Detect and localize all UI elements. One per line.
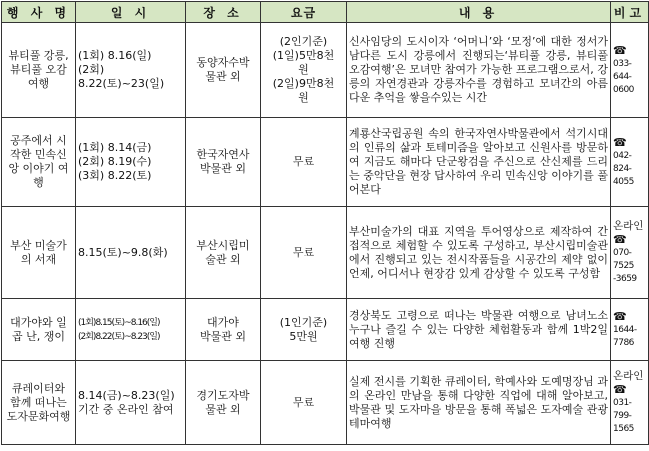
content-cell: 신사임당의 도시이자 ‘어머니’와 ‘모정’에 대한 정서가 남다른 도시 강릉에서 진행되는‘뷰티풀 강릉, 뷰티풀 오감여행’은 모녀만 참여가 가능한 프로그램으로서, 강릉의 자연경관과 강릉자수를 경험하고 모녀간의 아름다운 추억을 쌓을수있는 시간 bbox=[347, 23, 611, 118]
place-cell bbox=[186, 361, 261, 445]
event-name-cell bbox=[2, 207, 76, 299]
phone-line: 7525 bbox=[613, 261, 634, 271]
event-name-line: 의 서재 bbox=[20, 252, 57, 266]
content-cell: 경상북도 고령으로 떠나는 박물관 여행으로 남녀노소 누구나 즐길 수 있는 다양한 체험활동과 함께 1박2일 여행 진행 bbox=[347, 299, 611, 361]
event-name-line: 앙 이야기 여 bbox=[8, 162, 69, 175]
fee-line: 원 bbox=[298, 63, 309, 76]
event-name-line: 공주에서 시 bbox=[10, 134, 67, 147]
event-name-cell bbox=[2, 23, 76, 118]
date-line: (2회) bbox=[78, 63, 105, 76]
date-line: (1회) 8.16(일) bbox=[78, 49, 152, 62]
content-cell: 계룡산국립공원 속의 한국자연사박물관에서 석기시대의 인류의 삶과 토테미즘을 알아보고 신원사를 방문하여 지금도 해마다 단군왕검을 주신으로 산신제를 드리는 중악단을 현장 답사하여 우리 민속신앙 이야기를 풀어본다 bbox=[347, 118, 611, 207]
place-cell bbox=[186, 23, 261, 118]
content-cell: 실제 전시를 기획한 큐레이터, 학예사와 도예명장님 과의 온라인 만남을 통해 다양한 직업에 대해 알아보고, 박물관 및 도자마을 방문을 통해 폭넓은 도자예술 관광 테마여행 bbox=[347, 361, 611, 445]
note-cell bbox=[611, 23, 649, 118]
note-cell bbox=[611, 118, 649, 207]
phone-line: 031- bbox=[613, 398, 632, 408]
event-name-cell bbox=[2, 299, 76, 361]
phone-line: -3659 bbox=[613, 274, 637, 284]
table-row bbox=[2, 118, 649, 207]
fee-line: (1일)5만8천 bbox=[272, 49, 335, 62]
phone-line: 7786 bbox=[613, 337, 634, 348]
fee-cell bbox=[261, 118, 347, 207]
date-line: (3회) 8.22(토) bbox=[78, 169, 152, 182]
fee-cell bbox=[261, 299, 347, 361]
place-line: 경기도자박 bbox=[196, 388, 250, 402]
phone-line: 042- bbox=[613, 150, 632, 161]
note-cell bbox=[611, 361, 649, 445]
phone-line: 4055 bbox=[613, 176, 634, 187]
place-line: 박물관 외 bbox=[199, 162, 246, 175]
telephone-icon: ☎ bbox=[613, 383, 627, 396]
phone-line: 070- bbox=[613, 248, 632, 258]
place-line: 박물관 외 bbox=[199, 329, 246, 343]
online-label: 온라인 bbox=[613, 370, 644, 382]
online-label: 온라인 bbox=[613, 220, 644, 232]
place-cell bbox=[186, 299, 261, 361]
table-row bbox=[2, 299, 649, 361]
fee-cell bbox=[261, 23, 347, 118]
event-name-line: 뷰티풀 오감 bbox=[10, 63, 67, 76]
table-row bbox=[2, 207, 649, 299]
date-line: (1회)8.15(토)~8.16(일) bbox=[78, 317, 160, 328]
fee-line: (2일)9만8천 bbox=[272, 77, 335, 90]
note-cell bbox=[611, 299, 649, 361]
date-cell bbox=[76, 361, 186, 445]
telephone-icon: ☎ bbox=[613, 233, 627, 246]
place-line: 대가야 bbox=[207, 315, 239, 329]
place-line: 물관 외 bbox=[205, 70, 241, 83]
event-name-line: 행 bbox=[33, 176, 44, 189]
event-name-line: 뷰티풀 강릉, bbox=[8, 49, 69, 62]
event-name-cell bbox=[2, 118, 76, 207]
fee-cell bbox=[261, 207, 347, 299]
place-line: 술관 외 bbox=[205, 252, 241, 266]
phone-line: 644- bbox=[613, 71, 632, 82]
date-line: (1회) 8.14(금) bbox=[78, 141, 152, 154]
place-cell bbox=[186, 207, 261, 299]
date-line: 8.14(금)~8.23(일) bbox=[78, 388, 175, 402]
place-line: 동양자수박 bbox=[196, 56, 250, 69]
header-date: 일 시 bbox=[76, 2, 186, 23]
place-cell bbox=[186, 118, 261, 207]
header-content: 내 용 bbox=[347, 2, 611, 23]
telephone-icon: ☎ bbox=[613, 135, 627, 149]
phone-line: 799- bbox=[613, 411, 632, 421]
header-place: 장 소 bbox=[186, 2, 261, 23]
event-name-line: 곱 난, 쟁이 bbox=[12, 329, 65, 343]
phone-line: 824- bbox=[613, 163, 632, 174]
date-cell bbox=[76, 23, 186, 118]
date-line: 8.22(토)~23(일) bbox=[78, 77, 165, 90]
telephone-icon: ☎ bbox=[613, 43, 627, 57]
phone-line: 033- bbox=[613, 58, 632, 69]
event-name-line: 작한 민속신 bbox=[10, 148, 67, 161]
event-name-line: 함께 떠나는 bbox=[10, 395, 67, 409]
table-row bbox=[2, 361, 649, 445]
header-fee: 요금 bbox=[261, 2, 347, 23]
date-cell bbox=[76, 118, 186, 207]
fee-line: 5만원 bbox=[289, 329, 318, 343]
fee-line: (2인기준) bbox=[279, 35, 328, 48]
date-line: (2회)8.22(토)~8.23(일) bbox=[78, 331, 160, 342]
event-name-line: 부산 미술가 bbox=[10, 238, 67, 252]
phone-line: 1565 bbox=[613, 424, 634, 434]
event-name-line: 여행 bbox=[27, 77, 50, 90]
fee-line: 무료 bbox=[292, 395, 315, 409]
telephone-icon: ☎ bbox=[613, 309, 627, 323]
place-line: 부산시립미 bbox=[196, 238, 250, 252]
event-table bbox=[1, 1, 649, 445]
event-name-line: 큐레이터와 bbox=[11, 381, 66, 395]
table-row bbox=[2, 23, 649, 118]
place-line: 한국자연사 bbox=[196, 148, 250, 161]
fee-line: 무료 bbox=[292, 155, 315, 168]
date-cell bbox=[76, 299, 186, 361]
header-row bbox=[2, 2, 649, 23]
header-event-name: 행 사 명 bbox=[2, 2, 76, 23]
header-note: 비고 bbox=[611, 2, 649, 23]
date-cell bbox=[76, 207, 186, 299]
fee-cell bbox=[261, 361, 347, 445]
place-line: 물관 외 bbox=[205, 402, 241, 416]
fee-line: (1인기준) bbox=[279, 315, 328, 329]
fee-line: 원 bbox=[298, 91, 309, 104]
date-line: 기간 중 온라인 참여 bbox=[78, 402, 174, 416]
event-name-line: 도자문화여행 bbox=[6, 409, 71, 423]
date-line: (2회) 8.19(수) bbox=[78, 155, 152, 168]
note-cell bbox=[611, 207, 649, 299]
content-cell: 부산미술가의 대표 지역을 투어영상으로 제작하여 간접적으로 체험할 수 있도록 구성하고, 부산시립미술관에서 진행되고 있는 전시작품들을 시공간의 제약 없이 언제, 어디서나 현장감 있게 감상할 수 있도록 구성함 bbox=[347, 207, 611, 299]
phone-line: 0600 bbox=[613, 84, 634, 95]
date-line: 8.15(토)~9.8(화) bbox=[78, 245, 168, 259]
fee-line: 무료 bbox=[292, 245, 315, 259]
phone-line: 1644- bbox=[613, 324, 637, 335]
event-name-cell bbox=[2, 361, 76, 445]
event-name-line: 대가야와 일 bbox=[10, 315, 67, 329]
